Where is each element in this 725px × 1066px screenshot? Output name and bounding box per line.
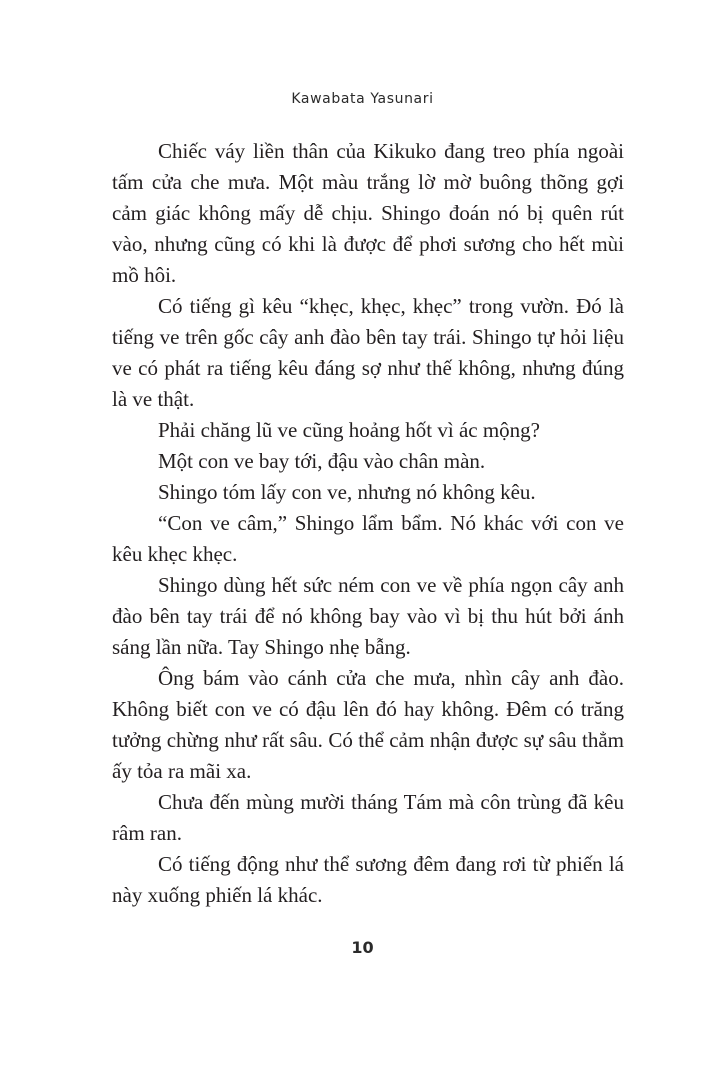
paragraph: Ông bám vào cánh cửa che mưa, nhìn cây anh đào. Không biết con ve có đậu lên đó hay không. Đêm có trăng tưởng chừng như rất sâu. Có thể cảm nhận được sự sâu thẳm ấy tỏa ra mãi xa. (112, 666, 624, 783)
paragraph: Chưa đến mùng mười tháng Tám mà côn trùng đã kêu râm ran. (112, 790, 624, 845)
body-text (112, 136, 624, 911)
paragraph: Một con ve bay tới, đậu vào chân màn. (158, 449, 486, 473)
paragraph: Chiếc váy liền thân của Kikuko đang treo phía ngoài tấm cửa che mưa. Một màu trắng lờ mờ buông thõng gợi cảm giác không mấy dễ chịu. Shingo đoán nó bị quên rút vào, nhưng cũng có khi là được để phơi sương cho hết mùi mồ hôi. (112, 139, 624, 287)
page-number: 10 (351, 938, 374, 957)
paragraph: “Con ve câm,” Shingo lẩm bẩm. Nó khác với con ve kêu khẹc khẹc. (112, 511, 624, 566)
paragraph: Shingo dùng hết sức ném con ve về phía ngọn cây anh đào bên tay trái để nó không bay vào vì bị thu hút bởi ánh sáng lần nữa. Tay Shingo nhẹ bẫng. (112, 573, 624, 659)
paragraph: Có tiếng động như thể sương đêm đang rơi từ phiến lá này xuống phiến lá khác. (112, 852, 624, 907)
running-header: Kawabata Yasunari (291, 91, 434, 107)
paragraph: Shingo tóm lấy con ve, nhưng nó không kêu. (158, 480, 536, 504)
paragraph: Phải chăng lũ ve cũng hoảng hốt vì ác mộng? (158, 418, 540, 442)
paragraph: Có tiếng gì kêu “khẹc, khẹc, khẹc” trong vườn. Đó là tiếng ve trên gốc cây anh đào bên tay trái. Shingo tự hỏi liệu ve có phát ra tiếng kêu đáng sợ như thế không, nhưng đúng là ve thật. (112, 294, 624, 411)
